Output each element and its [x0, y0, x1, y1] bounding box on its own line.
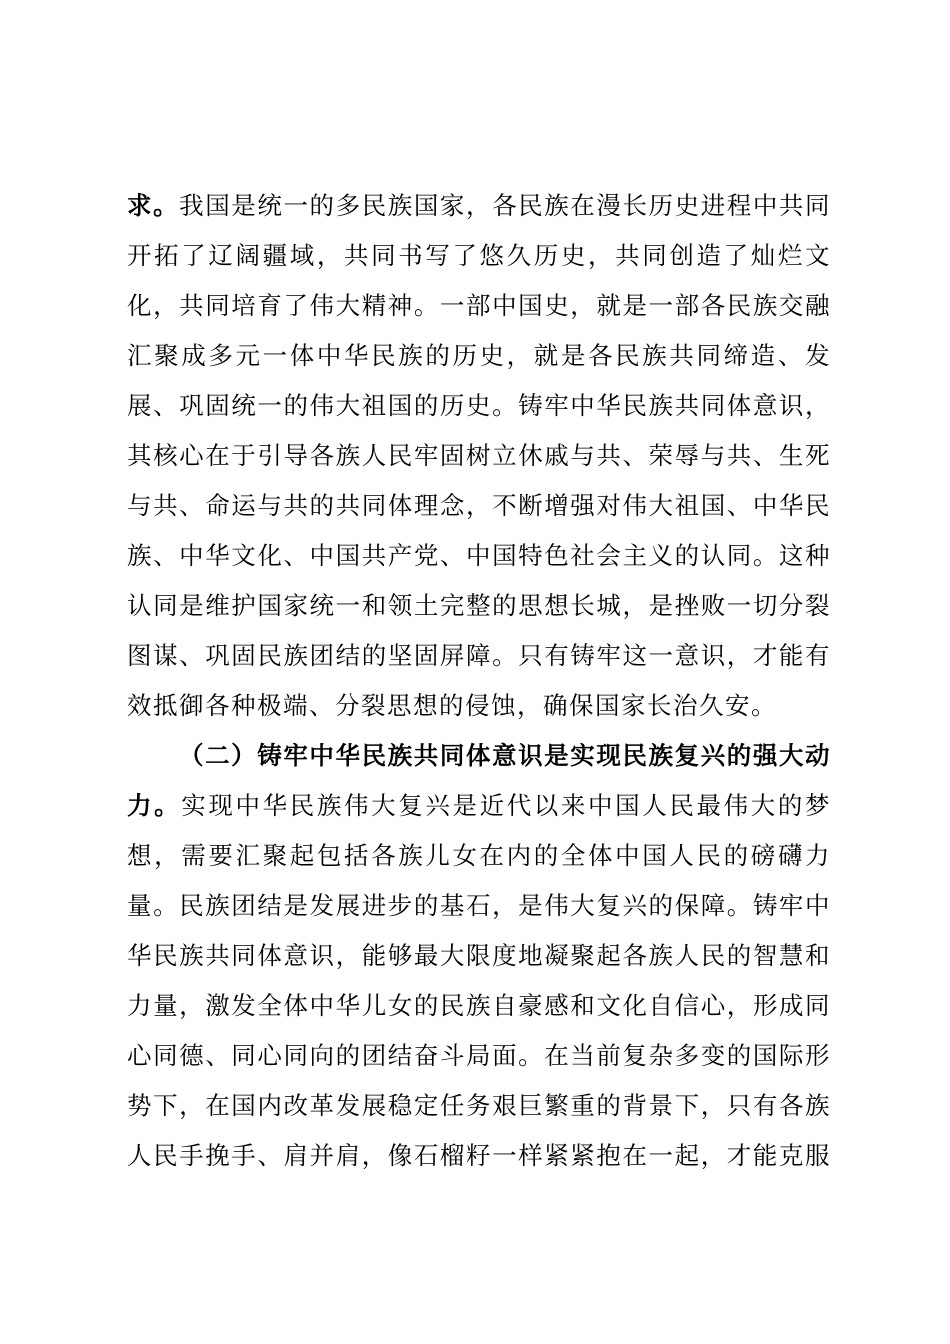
bold-lead: 力。	[127, 791, 182, 820]
text-line: 求。我国是统一的多民族国家，各民族在漫长历史进程中共同	[127, 191, 831, 220]
text-line: 化，共同培育了伟大精神。一部中国史，就是一部各民族交融	[127, 291, 831, 320]
text-line: 量。民族团结是发展进步的基石，是伟大复兴的保障。铸牢中	[127, 891, 831, 920]
text-line: 展、巩固统一的伟大祖国的历史。铸牢中华民族共同体意识，	[127, 391, 831, 420]
document-page	[127, 181, 831, 1181]
text-line: 力。实现中华民族伟大复兴是近代以来中国人民最伟大的梦	[127, 791, 832, 820]
text-line: 族、中华文化、中国共产党、中国特色社会主义的认同。这种	[127, 541, 831, 570]
paragraph-1	[127, 181, 831, 731]
text-line: 华民族共同体意识，能够最大限度地凝聚起各族人民的智慧和	[127, 941, 831, 970]
text-line: 效抵御各种极端、分裂思想的侵蚀，确保国家长治久安。	[127, 691, 777, 720]
text-line: 汇聚成多元一体中华民族的历史，就是各民族共同缔造、发	[127, 341, 831, 370]
text-line: 认同是维护国家统一和领土完整的思想长城，是挫败一切分裂	[127, 591, 831, 620]
text-line: 图谋、巩固民族团结的坚固屏障。只有铸牢这一意识，才能有	[127, 641, 831, 670]
text-line: 力量，激发全体中华儿女的民族自豪感和文化自信心，形成同	[127, 991, 831, 1020]
text-line: 心同德、同心同向的团结奋斗局面。在当前复杂多变的国际形	[127, 1041, 831, 1070]
text-line: 想，需要汇聚起包括各族儿女在内的全体中国人民的磅礴力	[127, 841, 831, 870]
paragraph-2	[127, 731, 831, 1181]
text-line: 开拓了辽阔疆域，共同书写了悠久历史，共同创造了灿烂文	[127, 241, 831, 270]
text-line: 人民手挽手、肩并肩，像石榴籽一样紧紧抱在一起，才能克服	[127, 1141, 831, 1170]
section-heading	[127, 731, 831, 781]
bold-lead: 求。	[127, 191, 180, 220]
text-line: 势下，在国内改革发展稳定任务艰巨繁重的背景下，只有各族	[127, 1091, 831, 1120]
text-line: 其核心在于引导各族人民牢固树立休戚与共、荣辱与共、生死	[127, 441, 831, 470]
heading-text: （二）铸牢中华民族共同体意识是实现民族复兴的强大动	[179, 741, 831, 770]
text-line: 与共、命运与共的共同体理念，不断增强对伟大祖国、中华民	[127, 491, 831, 520]
